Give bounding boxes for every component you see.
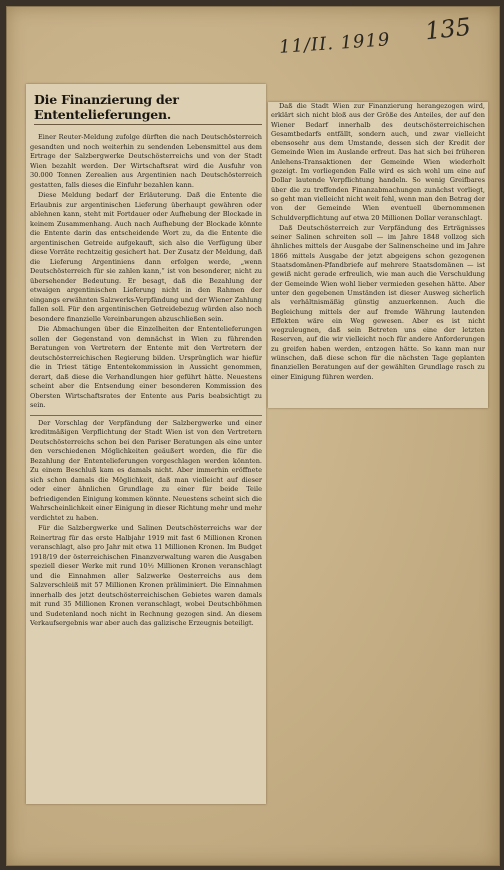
paragraph: Der Vorschlag der Verpfändung der Salzbergwerke und einer kreditmäßigen Verpflichtung der Stadt Wien ist von den Vertretern Deutschösterreichs schon bei den Pariser Beratungen als eine unter den verschiedenen Möglichkeiten geäußert worden, die für die Bezahlung der Ententelieferungen vorgeschlagen werden könnten. Zu einem Beschluß kam es damals nicht. Aber immerhin eröffnete sich schon damals die Möglichkeit, daß man vielleicht auf dieser oder einer ähnlichen Grundlage zu einer für beide Teile befriedigenden Einigung kommen könnte. Neuestens scheint sich die Wahrscheinlichkeit einer Einigung in dieser Richtung mehr und mehr verdichtet zu haben. (30, 418, 262, 522)
newspaper-clipping-left (26, 84, 266, 804)
article-headline: Die Finanzierung der Ententelieferungen. (34, 92, 262, 125)
paragraph: Die Abmachungen über die Einzelheiten der Ententelieferungen sollen der Gegenstand von demnächst in Wien zu führenden Beratungen von Vertretern der Entente mit den Vertretern der deutschösterreichischen Regierung bilden. Ursprünglich war hiefür die in Triest tätige Ententekommission in Aussicht genommen, derart, daß diese die Verhandlungen hier geführt hätte. Neuestens scheint aber die Entsendung einer besonderen Kommission des Obersten Wirtschaftsrates der Entente aus Paris beabsichtigt zu sein. (30, 325, 262, 409)
divider (30, 415, 262, 416)
paragraph: Für die Salzbergwerke und Salinen Deutschösterreichs war der Reinertrag für das erste Halbjahr 1919 mit fast 6 Millionen Kronen veranschlagt, also pro Jahr mit etwa 11 Millionen Kronen. Im Budget 1918/19 der österreichischen Finanzverwaltung waren die Ausgaben speziell dieser Werke mit rund 10½ Millionen Kronen veranschlagt und die Einnahmen aller Salzwerke Oesterreichs aus dem Salzverschleiß mit 57 Millionen Kronen präliminiert. Die Einnahmen innerhalb des jetzt deutschösterreichischen Gebietes waren damals mit rund 35 Millionen Kronen veranschlagt, wobei Deutschböhmen und Sudetenland noch nicht in Rechnung gezogen sind. An diesem Verkaufsergebnis war aber auch das galizische Erzeugnis beteiligt. (30, 524, 262, 627)
paragraph: Daß die Stadt Wien zur Finanzierung herangezogen wird, erklärt sich nicht bloß aus der Größe des Anteiles, der auf den Wiener Bedarf innerhalb des deutschösterreichischen Gesamtbedarfs entfällt, sondern auch, und zwar vielleicht ebensosehr aus dem Umstande, dessen sich der Kredit der Gemeinde Wien im Auslande erfreut. Das hat sich bei früheren Anlehens-Transaktionen der Gemeinde Wien wiederholt gezeigt. Im vorliegenden Falle wird es sich wohl um eine auf Dollar lautende Verpflichtung handeln. So wenig Greifbares über die zu treffenden Finanzabmachungen zunächst vorliegt, so geht man vielleicht nicht weit fehl, wenn man den Betrag der von der Gemeinde Wien eventuell übernommenen Schuldverpflichtung auf etwa 20 Millionen Dollar veranschlagt. (271, 102, 485, 222)
article-body-right (271, 102, 485, 382)
article-body-left (30, 133, 262, 629)
newspaper-clipping-right (268, 102, 488, 408)
handwritten-date: 11/II. 1919 (278, 29, 392, 58)
paragraph: Diese Meldung bedarf der Erläuterung. Daß die Entente die Erlaubnis zur argentinischen Lieferung überhaupt gewähren oder ablehnen kann, steht mit Fortdauer oder Aufhebung der Blockade in keinem Zusammenhang. Auch nach Aufhebung der Blockade könnte die Entente darin das entscheidende Wort zu, da die Entente die argentinischen Getreide aufgekauft, sich also die Verfügung über diese Vorräte rechtzeitig gesichert hat. Der Zusatz der Meldung, daß die Lieferung Argentiniens dann erfolgen werde, „wenn Deutschösterreich für sie zahlen kann,“ ist von besonderer, nicht zu übersehender Bedeutung. Er besagt, daß die Bezahlung der etwaigen argentinischen Lieferung nicht in den Rahmen der eingangs erwähnten Salzwerks-Verpfändung und der Wiener Zahlung fallen soll. Für den argentinischen Getreidebezug würden also noch besondere finanzielle Vereinbarungen abzuschließen sein. (30, 191, 262, 323)
paragraph: Daß Deutschösterreich zur Verpfändung des Erträgnisses seiner Salinen schreiten soll — im Jahre 1848 vollzog sich ähnliches mittels der Ausgabe der Salinenscheine und im Jahre 1866 mittels Ausgabe der jetzt abgeigens schon gezogenen Staatsdomänen-Pfandbriefe auf mehrere Staatsdomänen — ist gewiß nicht gerade erfreulich, wie man auch die Verschuldung der Gemeinde Wien wohl lieber vermieden gesehen hätte. Aber unter den gegebenen Umständen ist dieser Ausweg sicherlich als verhältnismäßig günstig anzuerkennen. Auch die Begleichung mittels der auf fremde Währung lautenden Effekten wäre ein Weg gewesen. Aber es ist nicht wegzuleugnen, daß sein Betreten uns eine der letzten Reserven, auf die wir vielleicht noch für andere Anforderungen zu greifen haben werden, entzogen hätte. So kann man nur wünschen, daß diese schon für die nächsten Tage geplanten finanziellen Beratungen auf der gewählten Grundlage rasch zu einer Einigung führen werden. (271, 223, 485, 381)
handwritten-page-number: 135 (423, 12, 473, 46)
paragraph: Einer Reuter-Meldung zufolge dürften die nach Deutschösterreich gesandten und noch weiterhin zu sendenden Lebensmittel aus dem Ertrage der Salzbergwerke Deutschösterreichs und von der Stadt Wien bezahlt werden. Der Wirtschaftsrat wird die Ausfuhr von 30.000 Tonnen Zerealien aus Argentinien nach Deutschösterreich gestatten, falls dieses die Einfuhr bezahlen kann. (30, 133, 262, 189)
